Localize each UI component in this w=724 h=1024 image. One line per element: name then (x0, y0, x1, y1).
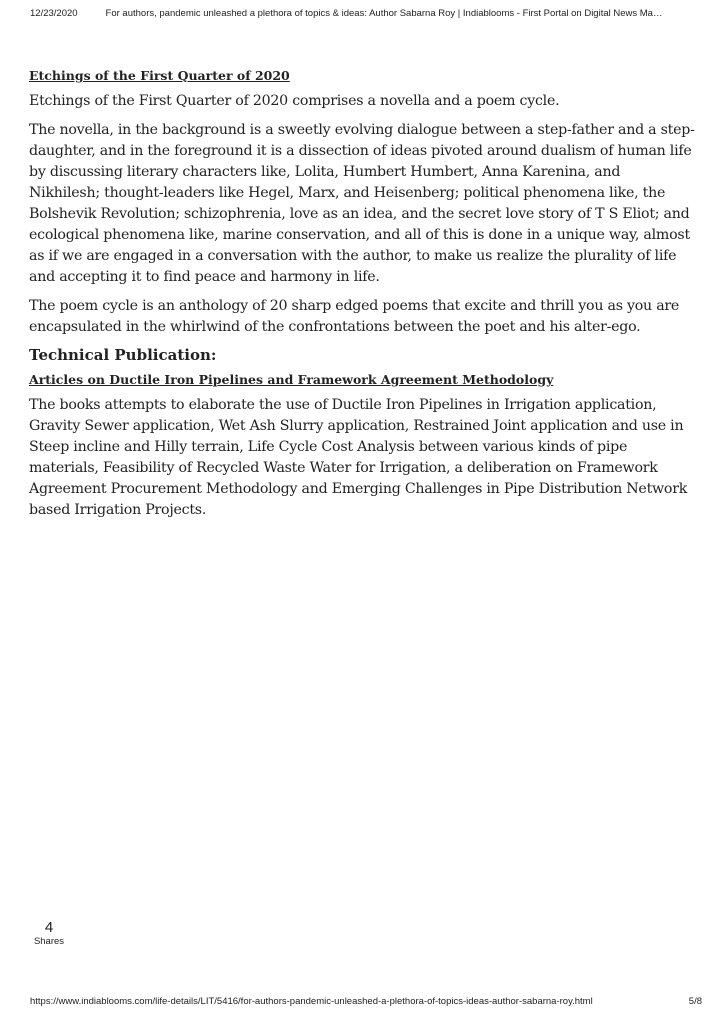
ductile-iron-description-paragraph: The books attempts to elaborate the use of Ductile Iron Pipelines in Irrigation application, Gravity Sewer application, Wet Ash Slurry application, Restrained Joint application and use in Steep incline and Hilly terrain, Life Cycle Cost Analysis between various kinds of pipe materials, Feasibility of Recycled Waste Water for Irrigation, a deliberation on Framework Agreement Procurement Methodology and Emerging Challenges in Pipe Distribution Network based Irrigation Projects. (29, 397, 688, 518)
share-count: 4 (44, 919, 54, 936)
poem-cycle-paragraph: The poem cycle is an anthology of 20 sharp edged poems that excite and thrill you as you are encapsulated in the whirlwind of the confrontations between the poet and his alter-ego. (29, 298, 680, 335)
print-page-title: For authors, pandemic unleashed a plethora of topics & ideas: Author Sabarna Roy | Indiablooms - First Portal on Digital News Ma… (105, 8, 663, 19)
share-label: Shares (33, 936, 65, 947)
print-date: 12/23/2020 (30, 8, 78, 19)
print-url: https://www.indiablooms.com/life-details/LIT/5416/for-authors-pandemic-unleashed-a-plethora-of-topics-ideas-author-sabarna-roy.html (30, 996, 593, 1007)
technical-publication-heading: Technical Publication: (29, 346, 217, 364)
etchings-book-link[interactable]: Etchings of the First Quarter of 2020 (29, 68, 290, 83)
ductile-iron-book-link[interactable]: Articles on Ductile Iron Pipelines and Framework Agreement Methodology (29, 372, 554, 387)
print-footer (30, 996, 702, 1007)
share-counter[interactable] (30, 920, 68, 947)
print-header (30, 8, 704, 19)
print-page-number: 5/8 (688, 996, 702, 1007)
article-content (29, 68, 695, 529)
novella-description-paragraph: The novella, in the background is a sweetly evolving dialogue between a step-father and a step-daughter, and in the foreground it is a dissection of ideas pivoted around dualism of human life by discussing literary characters like, Lolita, Humbert Humbert, Anna Karenina, and Nikhilesh; thought-leaders like Hegel, Marx, and Heisenberg; political phenomena like, the Bolshevik Revolution; schizophrenia, love as an idea, and the secret love story of T S Eliot; and ecological phenomena like, marine conservation, and all of this is done in a unique way, almost as if we are engaged in a conversation with the author, to make us realize the plurality of life and accepting it to find peace and harmony in life. (29, 122, 695, 285)
etchings-intro-paragraph: Etchings of the First Quarter of 2020 comprises a novella and a poem cycle. (29, 93, 560, 109)
